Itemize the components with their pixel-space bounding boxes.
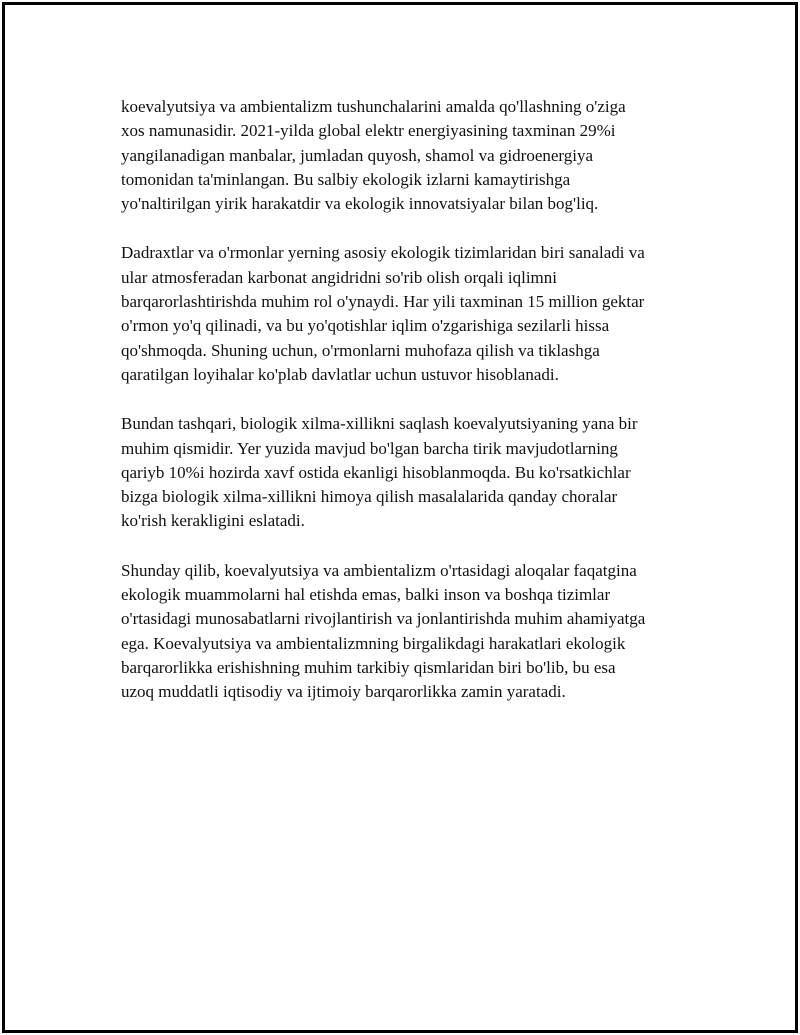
paragraph-renewable-energy	[121, 95, 711, 216]
paragraph-line: barqarorlashtirishda muhim rol o'ynaydi. Har yili taxminan 15 million gektar	[121, 292, 645, 312]
paragraph-line: yo'naltirilgan yirik harakatdir va ekologik innovatsiyalar bilan bog'liq.	[121, 194, 599, 214]
paragraph-line: Dadraxtlar va o'rmonlar yerning asosiy ekologik tizimlaridan biri sanaladi va	[121, 243, 645, 263]
paragraph-line: muhim qismidir. Yer yuzida mavjud bo'lgan barcha tirik mavjudotlarning	[121, 438, 618, 458]
paragraph-line: ekologik muammolarni hal etishda emas, balki inson va boshqa tizimlar	[121, 585, 611, 605]
paragraph-line: o'rtasidagi munosabatlarni rivojlantirish va jonlantirishda muhim ahamiyatga	[121, 609, 646, 629]
paragraph-line: o'rmon yo'q qilinadi, va bu yo'qotishlar iqlim o'zgarishiga sezilarli hissa	[121, 316, 610, 336]
paragraph-line: koevalyutsiya va ambientalizm tushunchalarini amalda qo'llashning o'ziga	[121, 97, 626, 116]
paragraph-line: tomonidan ta'minlangan. Bu salbiy ekologik izlarni kamaytirishga	[121, 169, 571, 189]
document-body	[121, 95, 711, 730]
paragraph-line: qariyb 10%i hozirda xavf ostida ekanligi hisoblanmoqda. Bu ko'rsatkichlar	[121, 462, 631, 482]
paragraph-line: Shunday qilib, koevalyutsiya va ambientalizm o'rtasidagi aloqalar faqatgina	[121, 560, 637, 580]
document-page	[2, 2, 798, 1033]
paragraph-conclusion	[121, 559, 711, 705]
paragraph-line: Bundan tashqari, biologik xilma-xillikni saqlash koevalyutsiyaning yana bir	[121, 414, 638, 434]
paragraph-line: bizga biologik xilma-xillikni himoya qilish masalalarida qanday choralar	[121, 487, 618, 507]
paragraph-line: yangilanadigan manbalar, jumladan quyosh, shamol va gidroenergiya	[121, 145, 594, 165]
paragraph-forests	[121, 241, 711, 387]
paragraph-line: barqarorlikka erishishning muhim tarkibiy qismlaridan biri bo'lib, bu esa	[121, 657, 616, 677]
paragraph-line: ko'rish kerakligini eslatadi.	[121, 511, 305, 531]
paragraph-biodiversity	[121, 412, 711, 533]
paragraph-line: xos namunasidir. 2021-yilda global elektr energiyasining taxminan 29%i	[121, 121, 616, 141]
paragraph-line: uzoq muddatli iqtisodiy va ijtimoiy barqarorlikka zamin yaratadi.	[121, 682, 566, 702]
paragraph-line: qo'shmoqda. Shuning uchun, o'rmonlarni muhofaza qilish va tiklashga	[121, 340, 600, 360]
paragraph-line: ega. Koevalyutsiya va ambientalizmning birgalikdagi harakatlari ekologik	[121, 633, 626, 653]
paragraph-line: ular atmosferadan karbonat angidridni so'rib olish orqali iqlimni	[121, 267, 557, 287]
paragraph-line: qaratilgan loyihalar ko'plab davlatlar uchun ustuvor hisoblanadi.	[121, 364, 559, 384]
